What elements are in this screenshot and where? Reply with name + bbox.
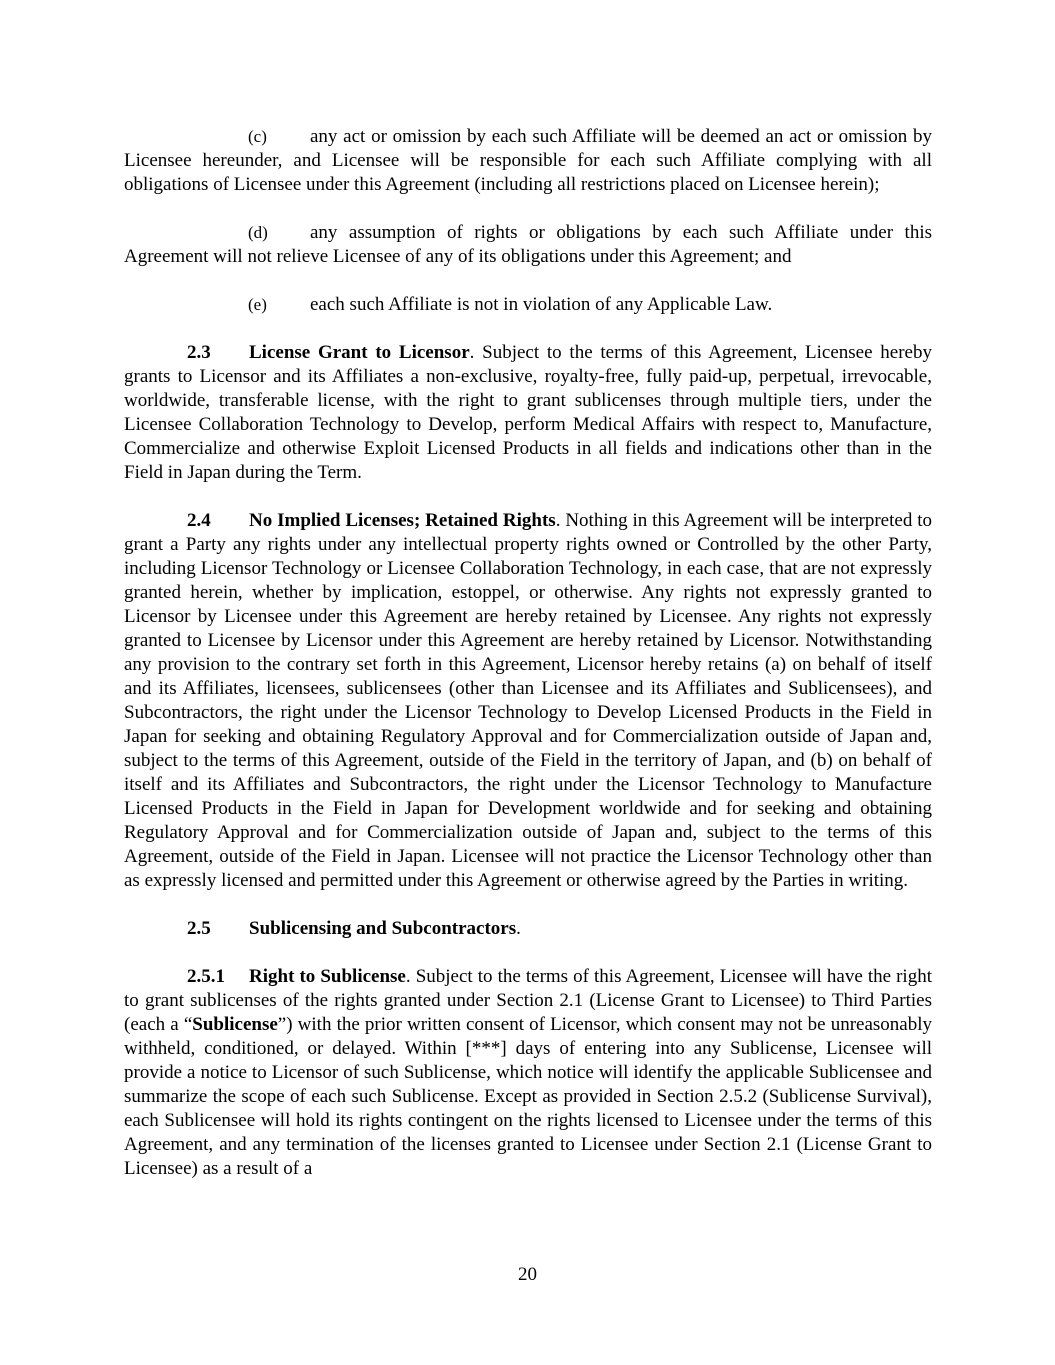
paragraph-label-e: (e) xyxy=(248,295,267,314)
section-title: Right to Sublicense xyxy=(249,966,406,987)
section-number: 2.3 xyxy=(187,342,211,363)
paragraph-text-d: any assumption of rights or obligations by each such Affiliate under this Agreement will not relieve Licensee of any of its obligations under this Agreement; and xyxy=(124,222,932,267)
section-text: . Nothing in this Agreement will be interpreted to grant a Party any rights under any intellectual property rights owned or Controlled by the other Party, including Licensor Technology or Licensee Collaboration Technology, in each case, that are not expressly granted herein, whether by implication, estoppel, or otherwise. Any rights not expressly granted to Licensor by Licensee under this Agreement are hereby retained by Licensee. Any rights not expressly granted to Licensee by Licensor under this Agreement are hereby retained by Licensor. Notwithstanding any provision to the contrary set forth in this Agreement, Licensor hereby retains (a) on behalf of itself and its Affiliates, licensees, sublicensees (other than Licensee and its Affiliates and Sublicensees), and Subcontractors, the right under the Licensor Technology to Develop Licensed Products in the Field in Japan for seeking and obtaining Regulatory Approval and for Commercialization outside of Japan and, subject to the terms of this Agreement, outside of the Field in the territory of Japan, and (b) on behalf of itself and its Affiliates and Subcontractors, the right under the Licensor Technology to Manufacture Licensed Products in the Field in Japan for Development worldwide and for seeking and obtaining Regulatory Approval and for Commercialization outside of Japan and, subject to the terms of this Agreement, outside of the Field in Japan. Licensee will not practice the Licensor Technology other than as expressly licensed and permitted under this Agreement or otherwise agreed by the Parties in writing. xyxy=(124,510,932,891)
section-2-4 xyxy=(124,509,932,893)
section-number: 2.4 xyxy=(187,510,211,531)
defined-term: Sublicense xyxy=(192,1014,278,1035)
section-title: Sublicensing and Subcontractors xyxy=(249,918,517,939)
section-2-3 xyxy=(124,341,932,485)
paragraph-label-c: (c) xyxy=(248,127,267,146)
section-text: . Subject to the terms of this Agreement, Licensee hereby grants to Licensor and its Affiliates a non-exclusive, royalty-free, fully paid-up, perpetual, irrevocable, worldwide, transferable license, with the right to grant sublicenses through multiple tiers, under the Licensee Collaboration Technology to Develop, perform Medical Affairs with respect to, Manufacture, Commercialize and otherwise Exploit Licensed Products in all fields and indications other than in the Field in Japan during the Term. xyxy=(124,342,932,483)
section-title: No Implied Licenses; Retained Rights xyxy=(249,510,556,531)
paragraph-label-d: (d) xyxy=(248,223,268,242)
paragraph-d xyxy=(124,221,932,269)
section-number: 2.5 xyxy=(187,918,211,939)
section-text-part-a: . Subject to the terms of this Agreement, Licensee will have the right to grant sublicenses of the rights granted under Section 2.1 (License Grant to Licensee) to Third Parties (each a “ xyxy=(124,966,932,1035)
section-2-5 xyxy=(124,917,932,941)
section-number: 2.5.1 xyxy=(187,966,225,987)
paragraph-text-c: any act or omission by each such Affiliate will be deemed an act or omission by Licensee hereunder, and Licensee will be responsible for each such Affiliate complying with all obligations of Licensee under this Agreement (including all restrictions placed on Licensee herein); xyxy=(124,126,932,195)
paragraph-e xyxy=(124,293,932,317)
paragraph-text-e: each such Affiliate is not in violation of any Applicable Law. xyxy=(310,294,773,315)
document-body xyxy=(124,125,932,1205)
section-title: License Grant to Licensor xyxy=(249,342,470,363)
paragraph-c xyxy=(124,125,932,197)
section-text: . xyxy=(516,918,521,939)
section-text-part-b: ”) with the prior written consent of Licensor, which consent may not be unreasonably withheld, conditioned, or delayed. Within [***] days of entering into any Sublicense, Licensee will provide a notice to Licensor of such Sublicense, which notice will identify the applicable Sublicensee and summarize the scope of each such Sublicense. Except as provided in Section 2.5.2 (Sublicense Survival), each Sublicensee will hold its rights contingent on the rights licensed to Licensee under the terms of this Agreement, and any termination of the licenses granted to Licensee under Section 2.1 (License Grant to Licensee) as a result of a xyxy=(124,1014,933,1179)
section-2-5-1 xyxy=(124,965,932,1181)
page-number: 20 xyxy=(518,1264,537,1285)
